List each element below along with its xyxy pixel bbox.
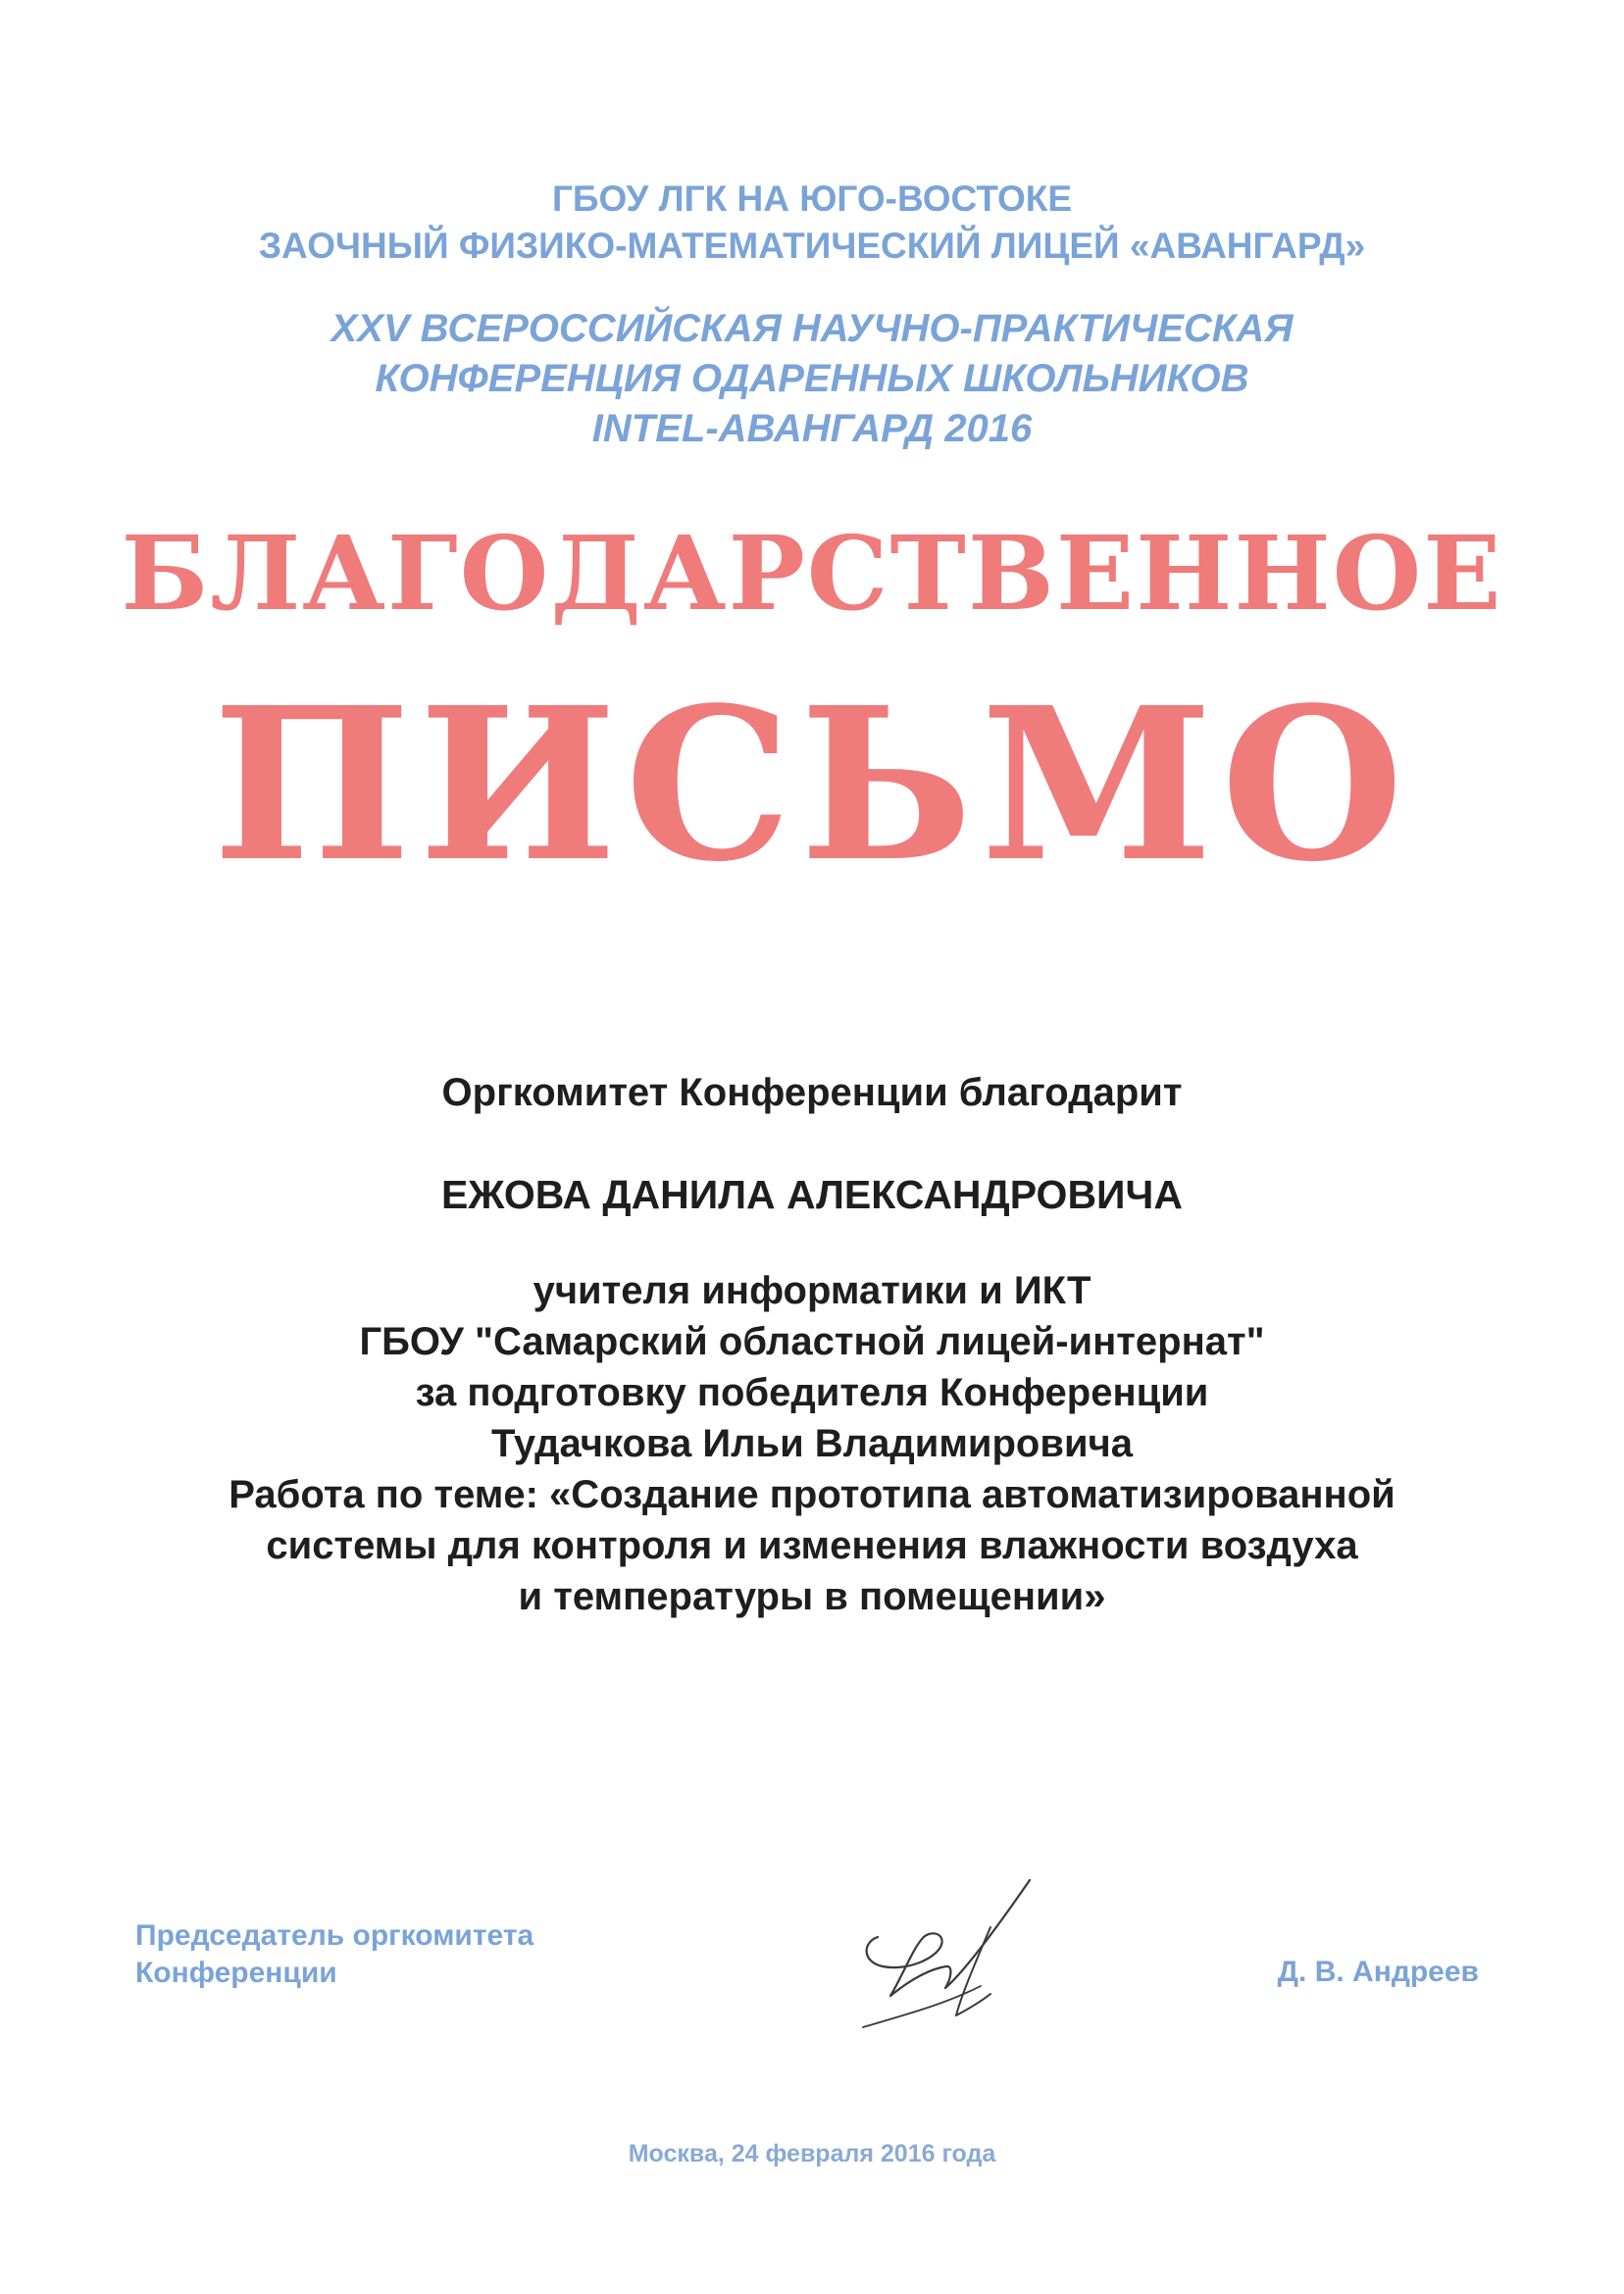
detail-line: и температуры в помещении» xyxy=(518,1575,1106,1618)
recipient-name: ЕЖОВА ДАНИЛА АЛЕКСАНДРОВИЧА xyxy=(441,1172,1183,1217)
thanks-intro: Оргкомитет Конференции благодарит xyxy=(441,1071,1183,1114)
signer-title-line: Председатель оргкомитета xyxy=(135,1919,534,1952)
detail-line: ГБОУ "Самарский областной лицей-интернат" xyxy=(359,1320,1265,1363)
place-and-date: Москва, 24 февраля 2016 года xyxy=(628,2140,996,2167)
conference-title-line-2: КОНФЕРЕНЦИЯ ОДАРЕННЫХ ШКОЛЬНИКОВ xyxy=(375,357,1249,400)
recognition-details xyxy=(0,1265,1624,1622)
detail-line: Работа по теме: «Создание прототипа автоматизированной xyxy=(228,1473,1396,1516)
letter-title-line-1: БЛАГОДАРСТВЕННОЕ xyxy=(121,513,1503,634)
letter-title-line-2: ПИСЬМО xyxy=(212,662,1412,908)
detail-line: учителя информатики и ИКТ xyxy=(533,1269,1091,1312)
organization-name: ГБОУ ЛГК НА ЮГО-ВОСТОКЕ xyxy=(551,178,1073,219)
conference-title-line-3: INTEL-АВАНГАРД 2016 xyxy=(591,407,1033,450)
detail-line: Тудачкова Ильи Владимировича xyxy=(490,1422,1134,1465)
signer-title-line: Конференции xyxy=(135,1957,337,1989)
lyceum-name: ЗАОЧНЫЙ ФИЗИКО-МАТЕМАТИЧЕСКИЙ ЛИЦЕЙ «АВАНГАРД» xyxy=(258,226,1366,266)
signer-title xyxy=(135,1917,533,1992)
detail-line: системы для контроля и изменения влажности воздуха xyxy=(266,1524,1358,1567)
signer-name: Д. В. Андреев xyxy=(1277,1956,1479,1988)
conference-title-line-1: XXV ВСЕРОССИЙСКАЯ НАУЧНО-ПРАКТИЧЕСКАЯ xyxy=(330,307,1294,350)
handwritten-signature xyxy=(843,1868,1059,2045)
detail-line: за подготовку победителя Конференции xyxy=(415,1371,1209,1414)
